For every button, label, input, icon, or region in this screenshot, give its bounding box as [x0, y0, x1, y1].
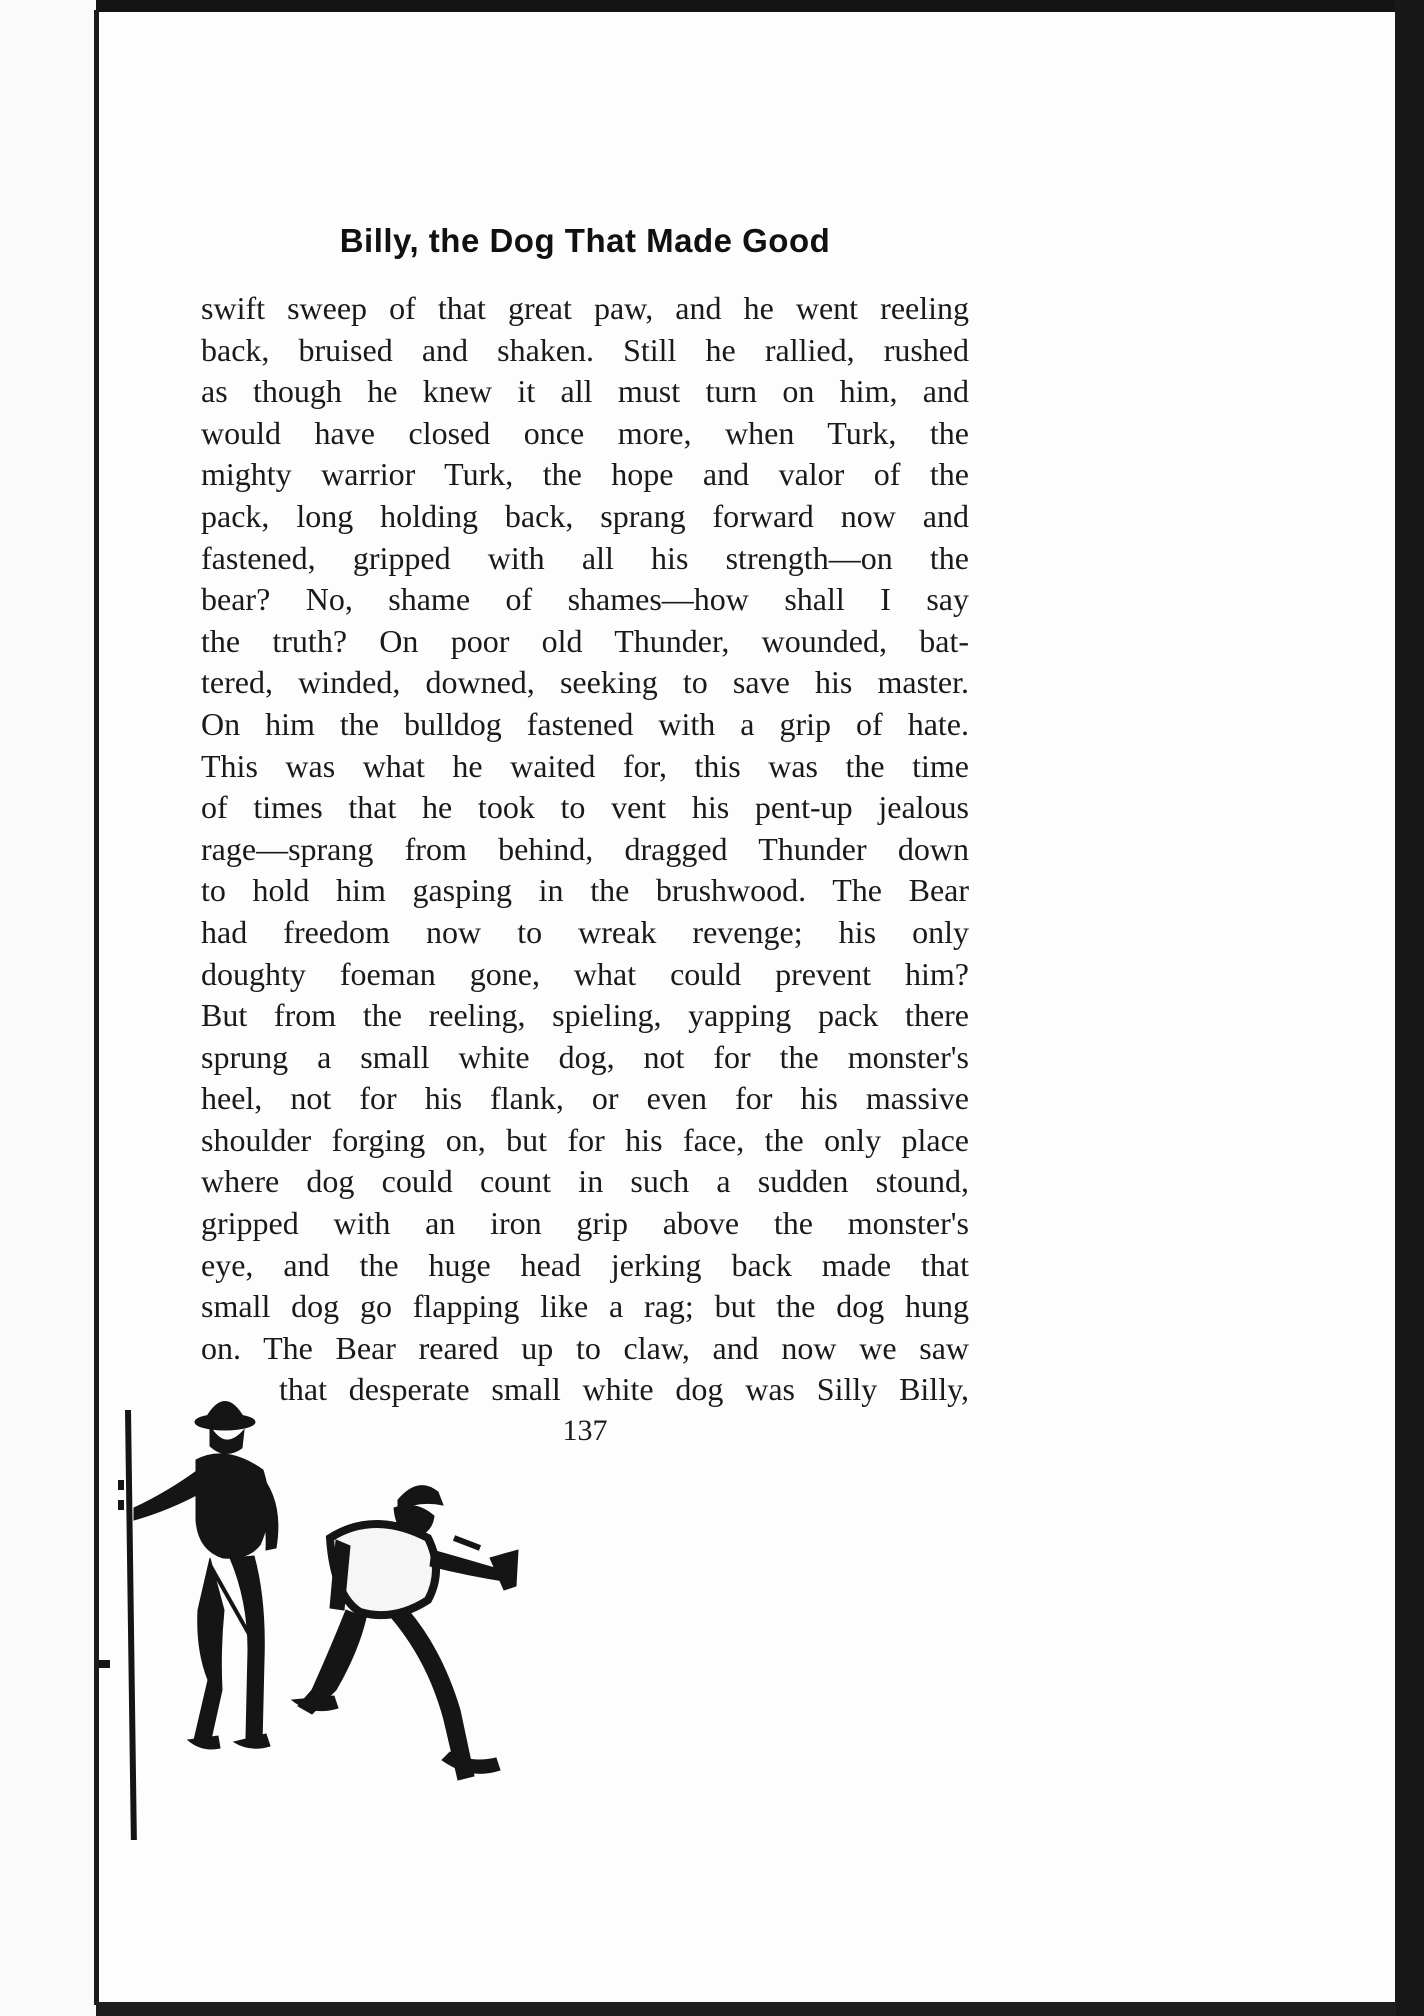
text-line: had freedom now to wreak revenge; his only [201, 913, 969, 950]
text-line: But from the reeling, spieling, yapping pack there [201, 997, 969, 1034]
text-line: tered, winded, downed, seeking to save his master. [201, 664, 969, 701]
text-line: small dog go flapping like a rag; but the dog hung [201, 1288, 969, 1325]
text-line: sprung a small white dog, not for the monster's [201, 1038, 969, 1075]
text-line: pack, long holding back, sprang forward now and [201, 497, 969, 534]
text-line: on. The Bear reared up to claw, and now we saw [201, 1329, 969, 1366]
body-text [201, 288, 969, 1411]
scan-border-bottom [96, 2002, 1396, 2016]
text-line: fastened, gripped with all his strength—on the [201, 539, 969, 576]
page-number: 137 [562, 1414, 608, 1447]
text-line: eye, and the huge head jerking back made that [201, 1246, 969, 1283]
text-line: would have closed once more, when Turk, the [201, 414, 969, 451]
standing-man-figure [128, 1402, 278, 1841]
running-head: Billy, the Dog That Made Good [339, 222, 831, 259]
text-line: where dog could count in such a sudden stound, [201, 1163, 969, 1200]
text-line: that desperate small white dog was Silly Billy, [279, 1371, 969, 1408]
text-line: of times that he took to vent his pent-up jealous [201, 789, 969, 826]
scan-border-right [1395, 0, 1424, 2016]
text-line: bear? No, shame of shames—how shall I say [201, 581, 969, 618]
text-line: the truth? On poor old Thunder, wounded, bat- [201, 622, 969, 659]
text-line: heel, not for his flank, or even for his massive [201, 1080, 969, 1117]
text-line: swift sweep of that great paw, and he went reeling [201, 290, 969, 326]
text-line: back, bruised and shaken. Still he rallied, rushed [201, 331, 969, 368]
scan-border-top [0, 0, 1424, 12]
text-line: shoulder forging on, but for his face, the only place [201, 1121, 969, 1158]
text-line: gripped with an iron grip above the monster's [201, 1205, 969, 1242]
page-gutter [0, 0, 96, 2016]
hunters-illustration [98, 1360, 538, 1840]
text-line: doughty foeman gone, what could prevent him? [201, 955, 969, 992]
ground-marks [98, 1480, 124, 1668]
text-line: This was what he waited for, this was the time [201, 747, 969, 784]
text-line: On him the bulldog fastened with a grip of hate. [201, 705, 969, 742]
text-line: to hold him gasping in the brushwood. The Bear [201, 872, 969, 909]
text-line: rage—sprang from behind, dragged Thunder down [201, 830, 969, 867]
text-line: mighty warrior Turk, the hope and valor of the [201, 456, 969, 493]
crouching-man-figure [292, 1486, 518, 1780]
text-line: as though he knew it all must turn on him, and [201, 373, 969, 410]
